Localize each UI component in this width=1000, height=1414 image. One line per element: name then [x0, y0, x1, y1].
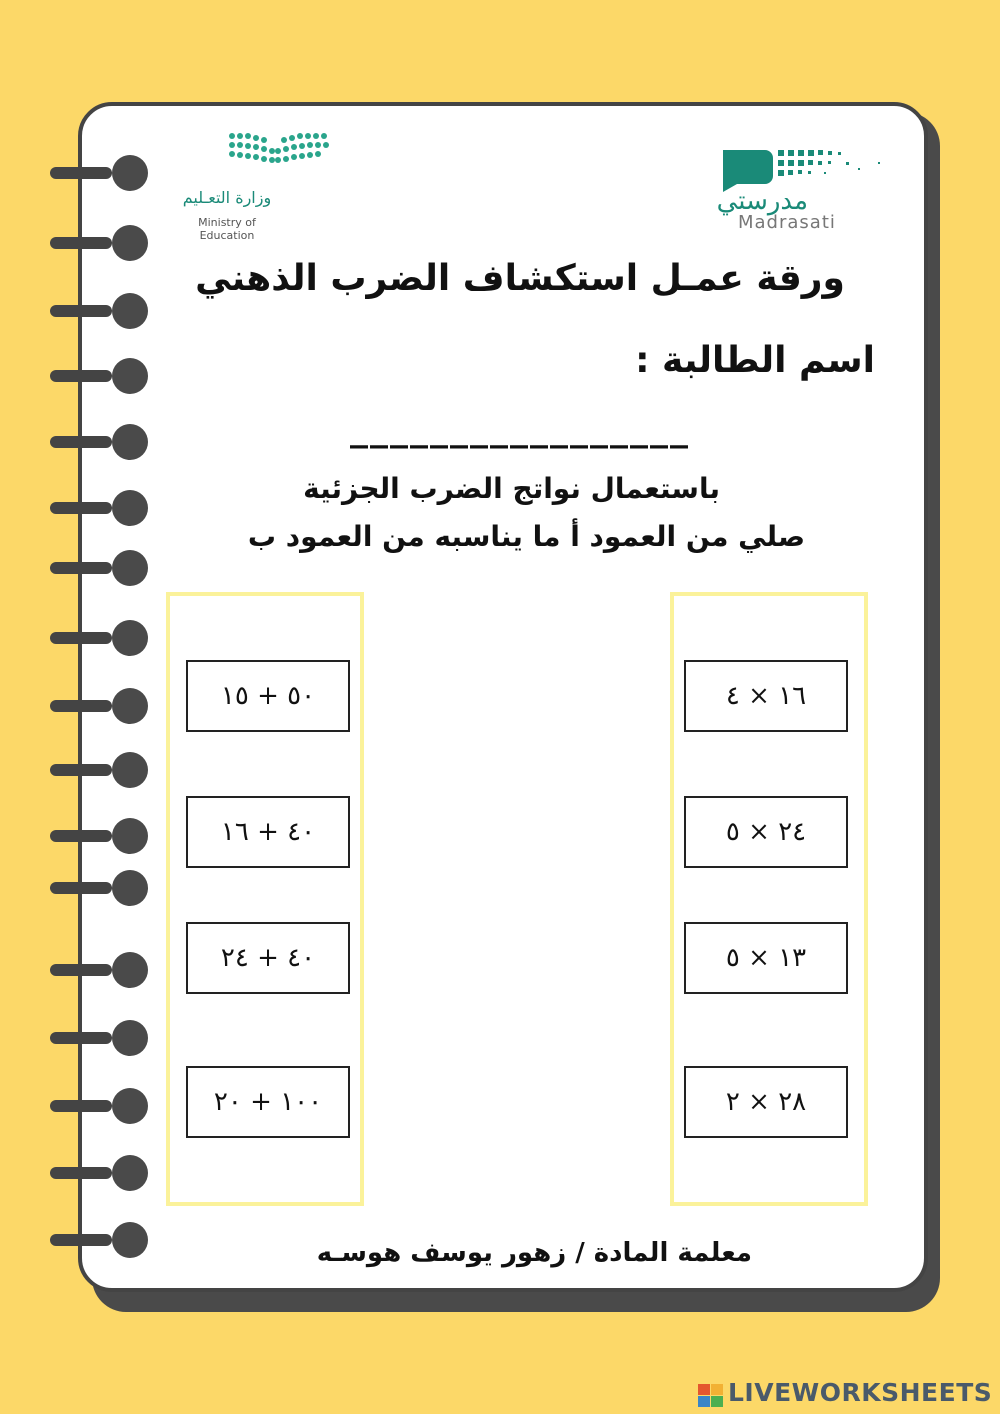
spiral-ring — [50, 1020, 140, 1056]
column-a-item[interactable]: ٢٤ × ٥ — [684, 796, 848, 868]
spiral-ring — [50, 870, 140, 906]
spiral-ring — [50, 293, 140, 329]
spiral-ring — [50, 424, 140, 460]
madrasati-name-arabic: مدرستي — [716, 186, 808, 216]
column-a-item[interactable]: ١٦ × ٤ — [684, 660, 848, 732]
teacher-signature: معلمة المادة / زهور يوسف هوسـه — [316, 1238, 752, 1268]
spiral-ring — [50, 688, 140, 724]
liveworksheets-brand: LIVEWORKSHEETS — [728, 1378, 993, 1407]
spiral-ring — [50, 155, 140, 191]
column-a-item[interactable]: ١٣ × ٥ — [684, 922, 848, 994]
spiral-ring — [50, 1088, 140, 1124]
spiral-ring — [50, 952, 140, 988]
column-a-item[interactable]: ٢٨ × ٢ — [684, 1066, 848, 1138]
spiral-ring — [50, 490, 140, 526]
spiral-ring — [50, 1222, 140, 1258]
student-name-label: اسم الطالبة : — [635, 340, 875, 381]
ministry-name-arabic: وزارة التعـليم — [182, 188, 272, 207]
ministry-name-english: Ministry of Education — [198, 216, 256, 242]
liveworksheets-logo-icon — [698, 1384, 724, 1408]
spiral-ring — [50, 550, 140, 586]
student-name-line[interactable]: _________________ — [350, 408, 690, 449]
spiral-ring — [50, 752, 140, 788]
column-b-item[interactable]: ٤٠ + ٢٤ — [186, 922, 350, 994]
spiral-ring — [50, 620, 140, 656]
column-b-item[interactable]: ١٠٠ + ٢٠ — [186, 1066, 350, 1138]
spiral-ring — [50, 818, 140, 854]
madrasati-name-english: Madrasati — [738, 212, 836, 233]
spiral-ring — [50, 1155, 140, 1191]
worksheet-title: ورقة عمـل استكشاف الضرب الذهني — [195, 258, 845, 299]
column-b-item[interactable]: ٤٠ + ١٦ — [186, 796, 350, 868]
spiral-ring — [50, 225, 140, 261]
instruction-line-2: صلي من العمود أ ما يناسبه من العمود ب — [247, 520, 805, 553]
spiral-ring — [50, 358, 140, 394]
column-b-item[interactable]: ٥٠ + ١٥ — [186, 660, 350, 732]
instruction-line-1: باستعمال نواتج الضرب الجزئية — [303, 472, 720, 505]
